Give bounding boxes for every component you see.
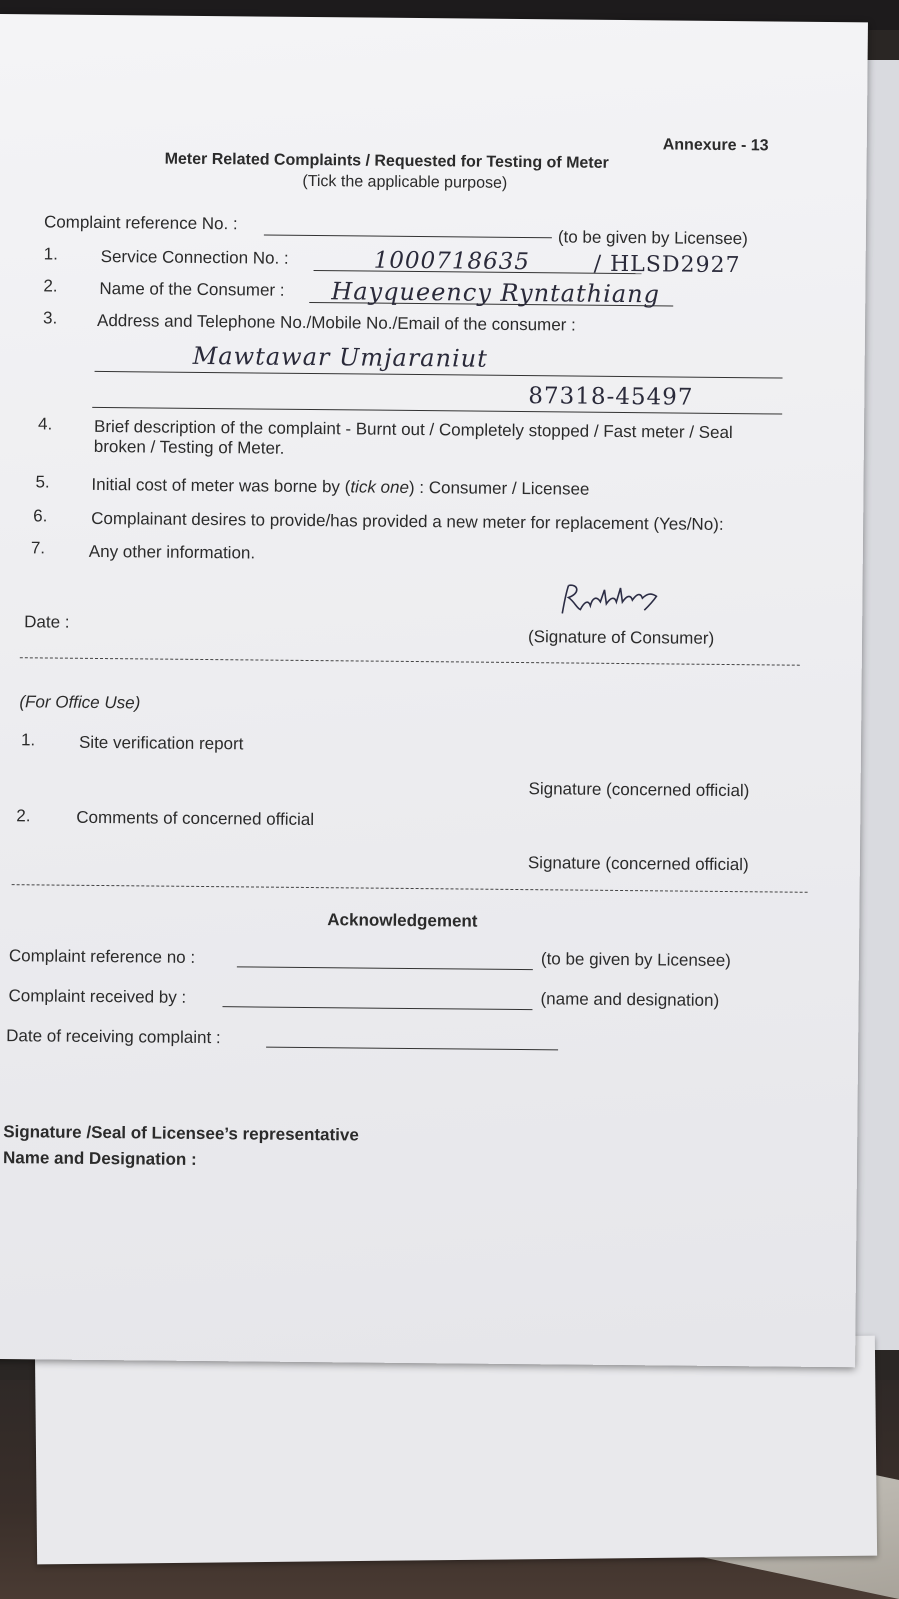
licensee-signature-label: Signature /Seal of Licensee’s representative <box>3 1122 359 1145</box>
item-number: 1. <box>20 730 36 750</box>
form-title: Meter Related Complaints / Requested for Testing of Meter <box>164 150 609 172</box>
ack-complaint-ref-line <box>237 966 533 970</box>
item-number: 3. <box>42 308 58 328</box>
other-info-text: Any other information. <box>88 541 256 563</box>
address-value: Mawtawar Umjaraniut <box>192 341 488 373</box>
consumer-name-value: Hayqueency Ryntathiang <box>331 277 661 309</box>
ack-received-by-note: (name and designation) <box>540 989 720 1010</box>
licensee-name-designation-label: Name and Designation : <box>2 1148 197 1169</box>
meter-cost-text: Initial cost of meter was borne by (tick one) : Consumer / Licensee <box>91 474 590 499</box>
office-use-heading: (For Office Use) <box>19 692 141 713</box>
ack-received-by-line <box>222 1006 532 1010</box>
ack-date-label: Date of receiving complaint : <box>6 1026 221 1048</box>
acknowledgement-heading: Acknowledgement <box>327 910 478 931</box>
item-number: 7. <box>30 538 46 558</box>
form-paper <box>0 14 868 1367</box>
phone-value: 87318-45497 <box>528 383 694 411</box>
item-number: 2. <box>43 276 58 296</box>
ack-complaint-ref-note: (to be given by Licensee) <box>540 949 731 971</box>
consumer-signature-label: (Signature of Consumer) <box>527 627 715 648</box>
item-number: 2. <box>16 806 31 826</box>
consumer-name-label: Name of the Consumer : <box>99 278 285 300</box>
complaint-description-cont: broken / Testing of Meter. <box>93 436 285 458</box>
ack-complaint-ref-label: Complaint reference no : <box>8 946 196 967</box>
complaint-description: Brief description of the complaint - Burnt out / Completely stopped / Fast meter / Seal <box>93 416 733 443</box>
background-under-sheet <box>35 1336 877 1565</box>
service-connection-suffix: / HLSD2927 <box>593 251 741 279</box>
replacement-meter-text: Complainant desires to provide/has provided a new meter for replacement (Yes/No): <box>91 508 724 534</box>
ack-received-by-label: Complaint received by : <box>8 986 187 1007</box>
service-connection-value: 1000718635 <box>373 247 531 276</box>
section-divider <box>20 657 800 665</box>
complaint-ref-label: Complaint reference No. : <box>43 212 238 234</box>
site-verification-label: Site verification report <box>78 732 244 754</box>
item-number: 5. <box>35 472 50 492</box>
consumer-signature <box>556 579 666 629</box>
complaint-ref-note: (to be given by Licensee) <box>557 227 748 249</box>
official-signature-label: Signature (concerned official) <box>528 779 750 801</box>
section-divider <box>12 884 808 893</box>
official-signature-label: Signature (concerned official) <box>527 853 749 875</box>
item-number: 4. <box>37 414 53 434</box>
service-connection-label: Service Connection No. : <box>100 246 289 268</box>
ack-date-line <box>266 1047 558 1051</box>
complaint-ref-line <box>264 235 552 239</box>
official-comments-label: Comments of concerned official <box>76 807 315 830</box>
form-subtitle: (Tick the applicable purpose) <box>302 172 508 192</box>
address-label: Address and Telephone No./Mobile No./Email of the consumer : <box>96 310 576 335</box>
item-number: 1. <box>43 244 58 264</box>
item-number: 6. <box>33 506 48 526</box>
date-label: Date : <box>24 612 70 632</box>
annexure-label: Annexure - 13 <box>662 136 769 155</box>
